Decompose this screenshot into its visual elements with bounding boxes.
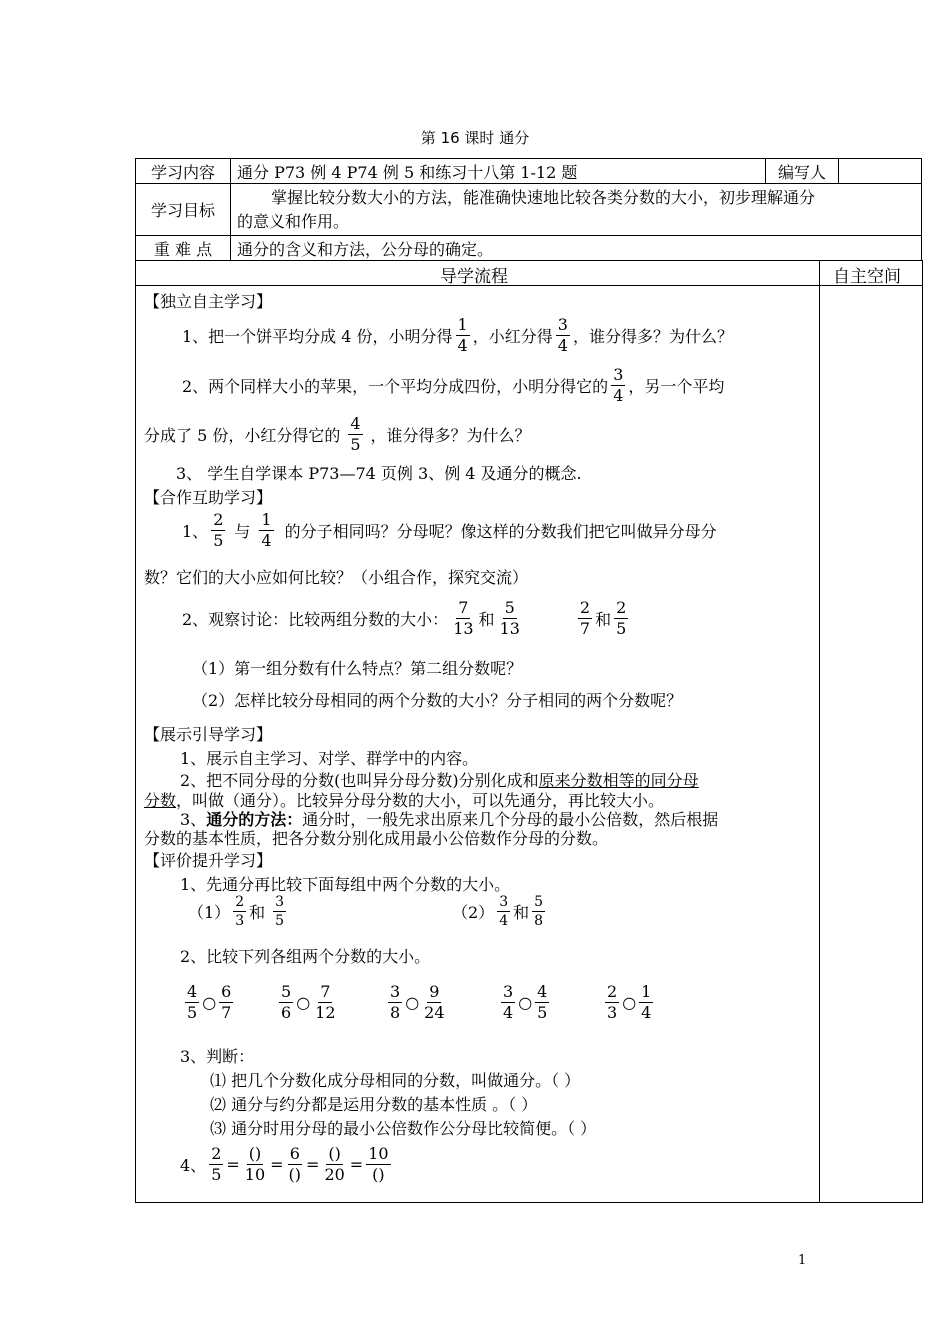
s2-q1c: 的分子相同吗？分母呢？像这样的分数我们把它叫做异分母分 [284, 522, 717, 541]
s3-p1: 1、展示自主学习、对学、群学中的内容。 [180, 749, 479, 768]
fraction: 2 3 [607, 982, 618, 1022]
s1-q2a: 2、两个同样大小的苹果，一个平均分成四份，小明分得它的 [182, 377, 609, 396]
goal-label: 学习目标 [136, 184, 231, 236]
fraction: 9 24 [424, 982, 445, 1022]
fraction: 7 13 [453, 598, 474, 638]
fraction: 2 7 [579, 598, 591, 638]
fraction: 3 4 [503, 982, 514, 1022]
author-label: 编写人 [766, 159, 839, 184]
s2-q2s2: （2）怎样比较分母相同的两个分数的大小？分子相同的两个分数呢？ [192, 691, 683, 710]
fraction: 1 4 [261, 510, 272, 550]
s1-q2d: ，谁分得多？为什么？ [370, 426, 531, 445]
goal-text-1: 掌握比较分数大小的方法，能准确快速地比较各类分数的大小，初步理解通分 [271, 187, 816, 207]
fraction: 2 3 [235, 894, 245, 929]
s4-q1: 1、先通分再比较下面每组中两个分数的大小。 [180, 875, 511, 894]
column-divider [819, 260, 820, 1203]
s1-q3: 3、 学生自学课本 P73—74 页例 3、例 4 及通分的概念. [176, 464, 582, 483]
content-label: 学习内容 [136, 159, 231, 184]
s2-q1d: 数？它们的大小应如何比较？（小组合作，探究交流） [144, 568, 529, 587]
section-cooperative: 【合作互助学习】 [144, 488, 273, 507]
author-value [839, 159, 922, 184]
fraction: () 20 [324, 1144, 345, 1184]
fraction: $\frac{2}{5}$ [211, 1144, 222, 1184]
page-title: 第 16 课时 通分 [420, 129, 530, 147]
s3-p3b: 分数的基本性质，把各分数分别化成用最小公倍数作分母的分数。 [144, 829, 609, 848]
fraction: 6 7 [221, 982, 232, 1022]
page-number: 1 [798, 1253, 807, 1268]
key-value: 通分的含义和方法，公分母的确定。 [231, 236, 922, 261]
header-table [135, 158, 922, 261]
fraction: 3 8 [390, 982, 401, 1022]
s1-q1b: ，小红分得 [472, 327, 553, 346]
fraction: 10 () [368, 1144, 389, 1184]
judge-2: ⑵ 通分与约分都是运用分数的基本性质 。（ ） [210, 1095, 538, 1114]
fraction: 3 5 [275, 894, 285, 929]
goal-text-2: 的意义和作用。 [237, 211, 350, 231]
s2-q1a: 1、 [182, 522, 209, 541]
content-value: 通分 P73 例 4 P74 例 5 和练习十八第 1-12 题 [231, 159, 766, 184]
s4-q3: 3、判断： [180, 1047, 255, 1066]
section-evaluation: 【评价提升学习】 [144, 851, 273, 870]
fraction: 4 5 [187, 982, 198, 1022]
fraction: 4 5 [350, 414, 361, 454]
fraction: () 10 [244, 1144, 266, 1184]
fraction: 7 12 [315, 982, 336, 1022]
fraction: 1 4 [641, 982, 652, 1022]
fraction: 5 8 [534, 894, 544, 929]
flow-label: 导学流程 [440, 267, 508, 287]
fraction: 1 4 [457, 315, 468, 355]
fraction: 5 13 [499, 598, 520, 638]
s2-q2s1: （1）第一组分数有什么特点？第二组分数呢？ [192, 659, 523, 678]
s2-q2a: 2、观察讨论：比较两组分数的大小： [182, 610, 449, 629]
fraction: 3 4 [613, 365, 624, 405]
s2-q1b: 与 [234, 522, 251, 541]
s1-q2c: 分成了 5 份，小红分得它的 [144, 426, 341, 445]
s1-q1a: 1、把一个饼平均分成 4 份，小明分得 [182, 327, 453, 346]
fraction: 4 5 [537, 982, 548, 1022]
fraction: 5 6 [281, 982, 292, 1022]
section-guided: 【展示引导学习】 [144, 725, 273, 744]
fraction: 2 5 [213, 510, 224, 550]
fraction: 3 4 [499, 894, 509, 929]
s1-q2b: ，另一个平均 [628, 377, 725, 396]
fraction: 6 () [288, 1144, 302, 1184]
space-label: 自主空间 [833, 267, 901, 287]
judge-1: ⑴ 把几个分数化成分母相同的分数，叫做通分。（ ） [210, 1071, 581, 1090]
flow-header-line [135, 285, 922, 286]
s1-q1c: ，谁分得多？为什么？ [572, 327, 733, 346]
fraction: 2 5 [616, 598, 627, 638]
judge-3: ⑶ 通分时用分母的最小公倍数作公分母比较简便。（ ） [210, 1119, 597, 1138]
s4-q2: 2、比较下列各组两个分数的大小。 [180, 947, 431, 966]
fraction: 3 4 [557, 315, 568, 355]
section-independent: 【独立自主学习】 [144, 292, 273, 311]
key-label: 重 难 点 [136, 236, 231, 261]
